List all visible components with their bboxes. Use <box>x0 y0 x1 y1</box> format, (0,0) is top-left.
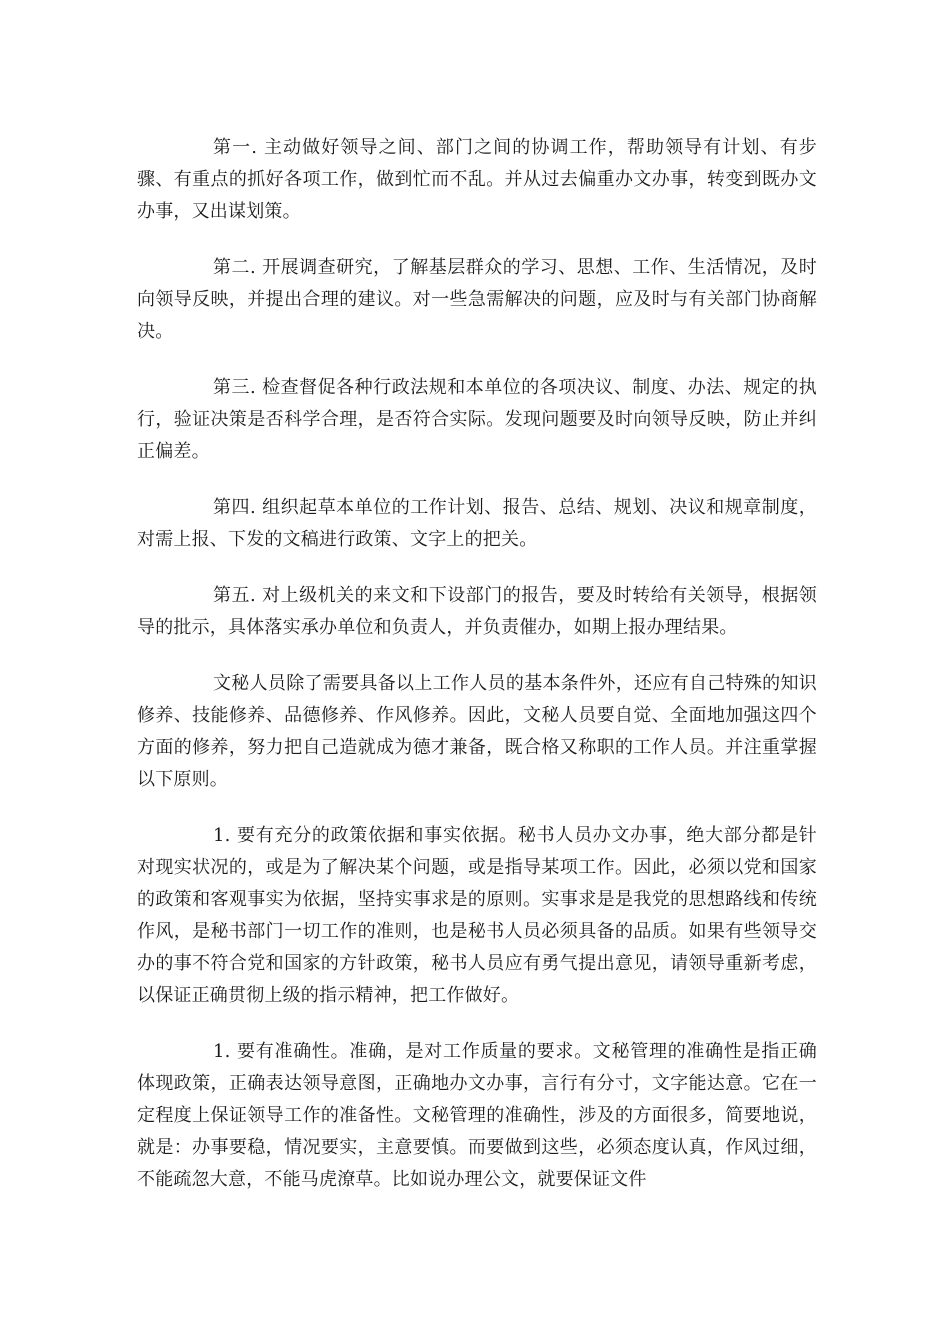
paragraph-requirements-intro: 文秘人员除了需要具备以上工作人员的基本条件外，还应有自己特殊的知识修养、技能修养、品德修养、作风修养。因此，文秘人员要自觉、全面地加强这四个方面的修养，努力把自己造就成为德才兼备，既合格又称职的工作人员。并注重掌握以下原则。 <box>137 673 817 790</box>
paragraph-duty-1: 第一. 主动做好领导之间、部门之间的协调工作，帮助领导有计划、有步骤、有重点的抓好各项工作，做到忙而不乱。并从过去偏重办文办事，转变到既办文办事，又出谋划策。 <box>137 137 817 222</box>
paragraph-duty-5: 第五. 对上级机关的来文和下设部门的报告，要及时转给有关领导，根据领导的批示，具体落实承办单位和负责人，并负责催办，如期上报办理结果。 <box>137 585 817 638</box>
document-body <box>137 132 817 1196</box>
paragraph-duty-3: 第三. 检查督促各种行政法规和本单位的各项决议、制度、办法、规定的执行，验证决策是否科学合理，是否符合实际。发现问题要及时向领导反映，防止并纠正偏差。 <box>137 377 817 462</box>
paragraph-duty-2: 第二. 开展调查研究，了解基层群众的学习、思想、工作、生活情况，及时向领导反映，并提出合理的建议。对一些急需解决的问题，应及时与有关部门协商解决。 <box>137 257 817 342</box>
paragraph-principle-accuracy: 1. 要有准确性。准确，是对工作质量的要求。文秘管理的准确性是指正确体现政策，正确表达领导意图，正确地办文办事，言行有分寸，文字能达意。它在一定程度上保证领导工作的准备性。文秘管理的准确性，涉及的方面很多，简要地说，就是：办事要稳，情况要实，主意要慎。而要做到这些，必须态度认真，作风过细，不能疏忽大意，不能马虎潦草。比如说办理公文，就要保证文件 <box>137 1041 817 1190</box>
paragraph-principle-policy-basis: 1. 要有充分的政策依据和事实依据。秘书人员办文办事，绝大部分都是针对现实状况的，或是为了解决某个问题，或是指导某项工作。因此，必须以党和国家的政策和客观事实为依据，坚持实事求是的原则。实事求是是我党的思想路线和传统作风，是秘书部门一切工作的准则，也是秘书人员必须具备的品质。如果有些领导交办的事不符合党和国家的方针政策，秘书人员应有勇气提出意见，请领导重新考虑，以保证正确贯彻上级的指示精神，把工作做好。 <box>137 825 817 1006</box>
paragraph-duty-4: 第四. 组织起草本单位的工作计划、报告、总结、规划、决议和规章制度，对需上报、下发的文稿进行政策、文字上的把关。 <box>137 497 817 550</box>
